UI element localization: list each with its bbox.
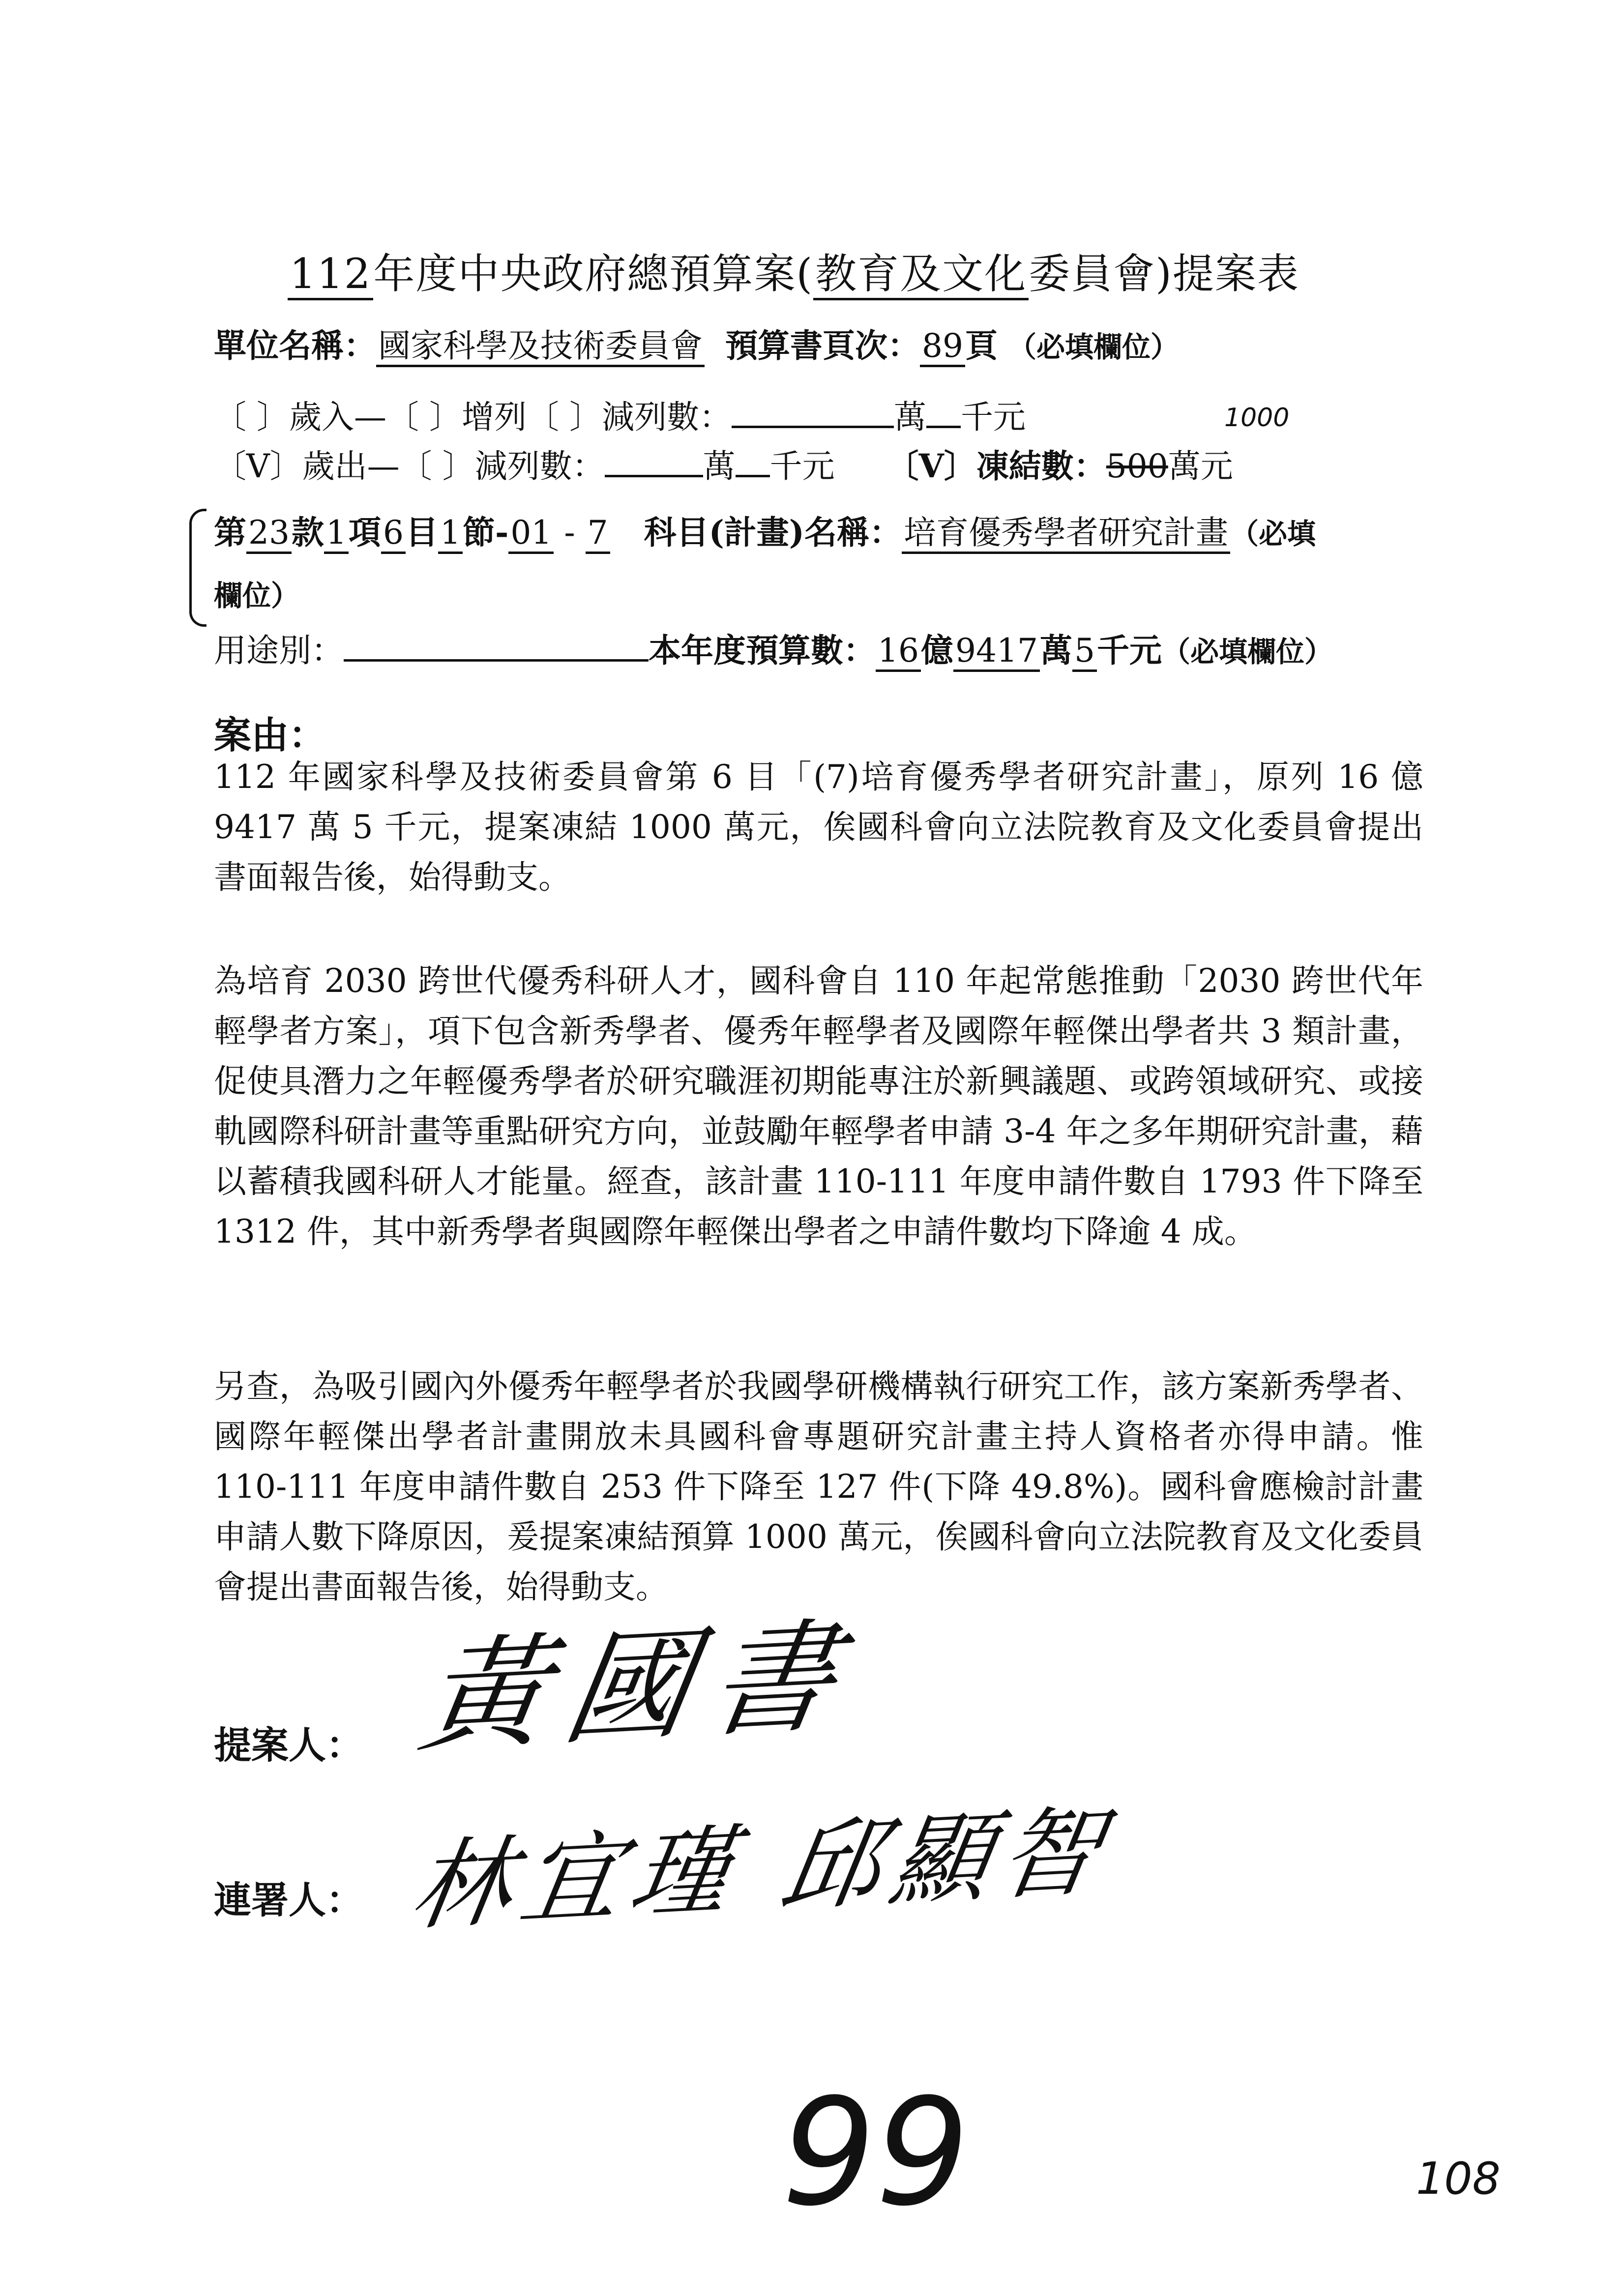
page-number: 89 (920, 327, 965, 367)
unit-name: 國家科學及技術委員會 (376, 327, 705, 367)
reason-paragraph: 另查，為吸引國內外優秀年輕學者於我國學研機構執行研究工作，該方案新秀學者、國際年輕傑出學者計畫開放未具國科會專題研究計畫主持人資格者亦得申請。惟 110-111 年度申請件數自 253 件下降至 127 件(下降 49.8%)。國科會應檢討計畫申請人數下降原因，爰提案凍結預算 1000 萬元，俟國科會向立法院教育及文化委員會提出書面報告後，始得動支。 (214, 1367, 1423, 1606)
reason-paragraph: 為培育 2030 跨世代優秀科研人才，國科會自 110 年起常態推動「2030 跨世代年輕學者方案」，項下包含新秀學者、優秀年輕學者及國際年輕傑出學者共 3 類計畫，促使具潛力之年輕優秀學者於研究職涯初期能專注於新興議題、或跨領域研究、或接軌國際科研計畫等重點研究方向，並鼓勵年輕學者申請 3-4 年之多年期研究計畫，藉以蓄積我國科研人才能量。經查，該計畫 110-111 年度申請件數自 1793 件下降至 1312 件，其中新秀學者與國際年輕傑出學者之申請件數均下降逾 4 成。 (214, 962, 1423, 1250)
budget-row: 用途別： 本年度預算數：16億9417萬5千元（必填欄位） (214, 624, 1333, 671)
handwritten-page-number: 99 (782, 2067, 970, 2238)
reason-paragraph: 112 年國家科學及技術委員會第 6 目「(7)培育優秀學者研究計畫」，原列 16 億 9417 萬 5 千元，提案凍結 1000 萬元，俟國科會向立法院教育及文化委員會提出書面報告後，始得動支。 (214, 758, 1423, 896)
program-name: 培育優秀學者研究計畫 (902, 514, 1230, 554)
unit-row: 單位名稱：國家科學及技術委員會 預算書頁次：89頁 （必填欄位） (214, 320, 1179, 366)
cosigner-signatures: 林宜瑾 邱顯智 (404, 1794, 1119, 1945)
item-row: 第23款1項6目1節-01 - 7 科目(計畫)名稱：培育優秀學者研究計畫（必填 (214, 506, 1316, 553)
handwritten-small-number: 108 (1416, 2153, 1501, 2205)
form-title: 112年度中央政府總預算案(教育及文化委員會)提案表 (288, 241, 1299, 300)
struck-freeze-amount: 500 (1106, 447, 1168, 485)
reason-heading: 案由： (214, 713, 326, 757)
proposer-signature: 黃國書 (411, 1604, 866, 1770)
revenue-row: 〔 〕歲入—〔 〕增列〔 〕減列數： 萬 千元 (214, 398, 1026, 436)
handwritten-bracket (189, 509, 207, 627)
expense-row: 〔V〕歲出—〔 〕減列數： 萬 千元 〔V〕凍結數：500萬元 (214, 447, 1233, 485)
handwritten-freeze-amount: 1000 (1224, 403, 1290, 433)
